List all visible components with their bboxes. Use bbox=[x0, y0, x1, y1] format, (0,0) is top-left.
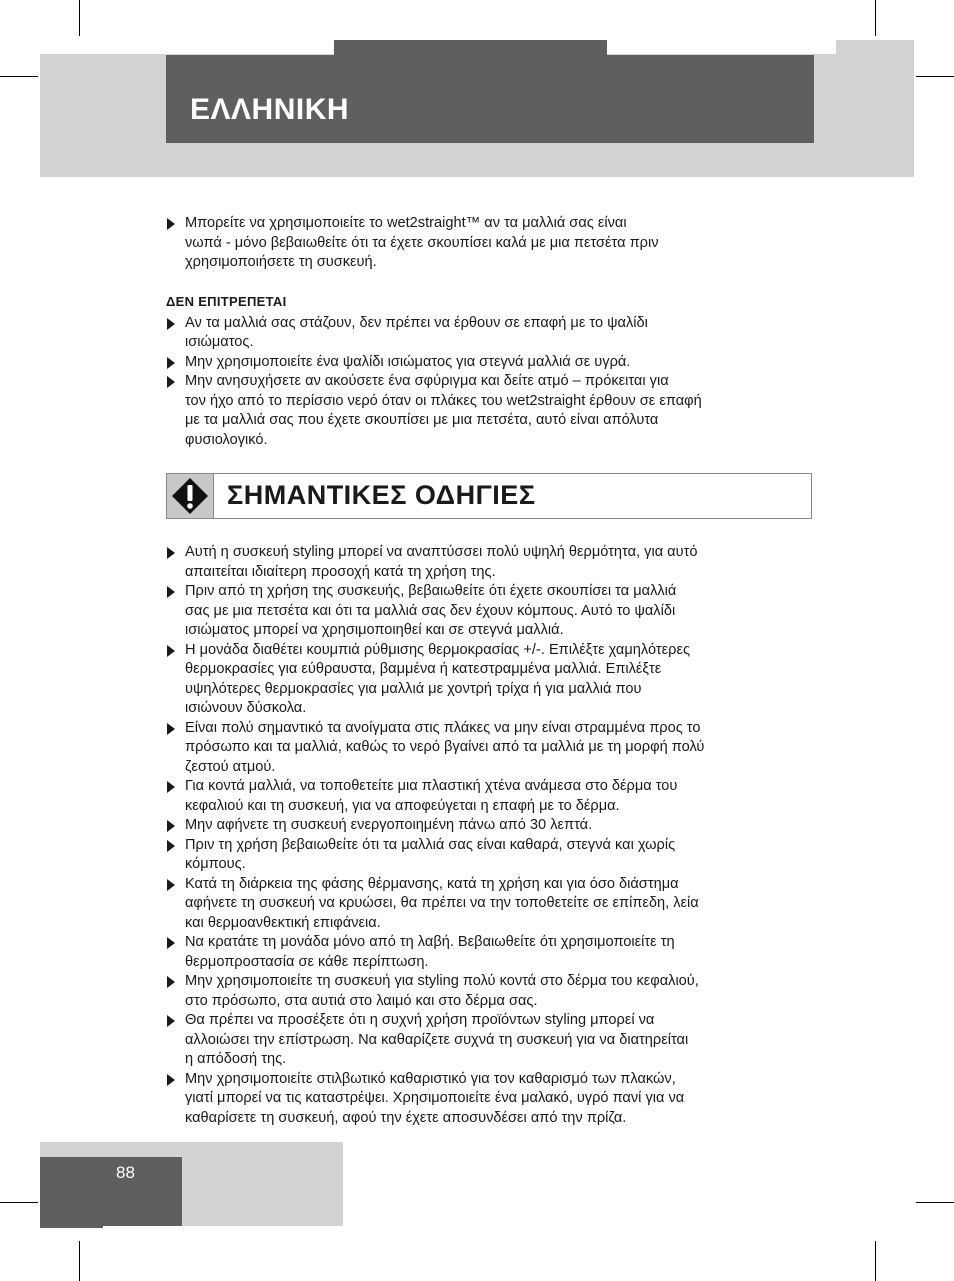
list-item bbox=[166, 372, 816, 450]
list-item-text: Αυτή η συσκευή styling μπορεί να αναπτύσσει πολύ υψηλή θερμότητα, για αυτό απαιτείται ιδιαίτερη προσοχή κατά τη χρήση της. bbox=[185, 544, 698, 580]
list-item-text: Μην αφήνετε τη συσκευή ενεργοποιημένη πάνω από 30 λεπτά. bbox=[185, 817, 593, 833]
list-item-text: Να κρατάτε τη μονάδα μόνο από τη λαβή. Βεβαιωθείτε ότι χρησιμοποιείτε τη θερμοπροστασία σε κάθε περίπτωση. bbox=[185, 934, 675, 970]
bullet-arrow-icon bbox=[167, 976, 175, 988]
page-title: ΕΛΛΗΝΙΚΗ bbox=[190, 93, 350, 126]
list-item bbox=[166, 1011, 816, 1070]
list-item bbox=[166, 972, 816, 1011]
dont-list bbox=[166, 314, 816, 451]
list-item bbox=[166, 353, 816, 373]
crop-mark bbox=[875, 0, 876, 36]
bullet-arrow-icon bbox=[167, 1074, 175, 1086]
bullet-arrow-icon bbox=[167, 723, 175, 735]
bullet-arrow-icon bbox=[167, 357, 175, 369]
crop-mark bbox=[0, 76, 38, 77]
list-item-text: Μην χρησιμοποιείτε τη συσκευή για styling πολύ κοντά στο δέρμα του κεφαλιού, στο πρόσωπο, στα αυτιά στο λαιμό και στο δέρμα σας. bbox=[185, 973, 699, 1009]
dont-section bbox=[166, 292, 816, 450]
list-item bbox=[166, 582, 816, 641]
bullet-arrow-icon bbox=[167, 376, 175, 388]
list-item bbox=[166, 875, 816, 934]
intro-section bbox=[166, 214, 816, 273]
crop-mark bbox=[875, 1241, 876, 1281]
list-item-text: Πριν τη χρήση βεβαιωθείτε ότι τα μαλλιά σας είναι καθαρά, στεγνά και χωρίς κόμπους. bbox=[185, 836, 676, 872]
crop-mark bbox=[79, 0, 80, 36]
list-item-text: Αν τα μαλλιά σας στάζουν, δεν πρέπει να έρθουν σε επαφή με το ψαλίδι ισιώματος. bbox=[185, 314, 648, 350]
warning-icon bbox=[171, 477, 209, 515]
bullet-arrow-icon bbox=[167, 218, 175, 230]
list-item-text: Για κοντά μαλλιά, να τοποθετείτε μια πλαστική χτένα ανάμεσα στο δέρμα του κεφαλιού και τη συσκευή, για να αποφεύγεται η επαφή με το δέρμα. bbox=[185, 778, 678, 814]
crop-mark bbox=[916, 76, 954, 77]
list-item bbox=[166, 836, 816, 875]
list-item bbox=[166, 214, 816, 273]
crop-mark bbox=[0, 1202, 38, 1203]
bullet-arrow-icon bbox=[167, 840, 175, 852]
list-item-text: Η μονάδα διαθέτει κουμπιά ρύθμισης θερμοκρασίας +/-. Επιλέξτε χαμηλότερες θερμοκρασίες για εύθραυστα, βαμμένα ή κατεστραμμένα μαλλιά. Επιλέξτε υψηλότερες θερμοκρασίες για μαλλιά με χοντρή τρίχα ή για μαλλιά που ισιώνουν δύσκολα. bbox=[185, 641, 690, 716]
footer-strip bbox=[40, 1222, 103, 1228]
bullet-arrow-icon bbox=[167, 586, 175, 598]
language-title-box bbox=[166, 55, 814, 143]
page-number: 88 bbox=[116, 1163, 135, 1182]
list-item-text: Πριν από τη χρήση της συσκευής, βεβαιωθείτε ότι έχετε σκουπίσει τα μαλλιά σας με μια πετσέτα και ότι τα μαλλιά σας δεν έχουν κόμπους. Αυτό το ψαλίδι ισιώματος μπορεί να χρησιμοποιηθεί και σε στεγνά μαλλιά. bbox=[185, 583, 677, 638]
list-item bbox=[166, 641, 816, 719]
important-title: ΣΗΜΑΝΤΙΚΕΣ ΟΔΗΓΙΕΣ bbox=[227, 480, 536, 510]
bullet-arrow-icon bbox=[167, 937, 175, 949]
list-item bbox=[166, 777, 816, 816]
bullet-arrow-icon bbox=[167, 820, 175, 832]
bullet-arrow-icon bbox=[167, 547, 175, 559]
list-item-text: Μπορείτε να χρησιμοποιείτε το wet2straight™ αν τα μαλλιά σας είναι νωπά - μόνο βεβαιωθείτε ότι τα έχετε σκουπίσει καλά με μια πετσέτα πριν χρησιμοποιήσετε τη συσκευή. bbox=[185, 215, 659, 270]
list-item bbox=[166, 543, 816, 582]
list-item-text: Θα πρέπει να προσέξετε ότι η συχνή χρήση προϊόντων styling μπορεί να αλλοιώσει την επίστρωση. Να καθαρίζετε συχνά τη συσκευή για να διατηρείται η απόδοσή της. bbox=[185, 1012, 689, 1067]
list-item bbox=[166, 933, 816, 972]
list-item bbox=[166, 719, 816, 778]
list-item-text: Μην χρησιμοποιείτε στιλβωτικό καθαριστικό για τον καθαρισμό των πλακών, γιατί μπορεί να τις καταστρέψει. Χρησιμοποιείτε ένα μαλακό, υγρό πανί για να καθαρίσετε τη συσκευή, αφού την έχετε αποσυνδέσει από την πρίζα. bbox=[185, 1070, 685, 1126]
dont-heading: ΔΕΝ ΕΠΙΤΡΕΠΕΤΑΙ bbox=[166, 294, 287, 309]
footer-page-box bbox=[40, 1157, 182, 1226]
bullet-arrow-icon bbox=[167, 781, 175, 793]
crop-mark bbox=[79, 1241, 80, 1281]
important-list bbox=[166, 543, 816, 1128]
list-item bbox=[166, 314, 816, 353]
bullet-arrow-icon bbox=[167, 318, 175, 330]
bullet-arrow-icon bbox=[167, 879, 175, 891]
list-item-text: Μην χρησιμοποιείτε ένα ψαλίδι ισιώματος για στεγνά μαλλιά σε υγρά. bbox=[185, 353, 631, 370]
list-item-text: Κατά τη διάρκεια της φάσης θέρμανσης, κατά τη χρήση και για όσο διάστημα αφήνετε τη συσκευή να κρυώσει, θα πρέπει να την τοποθετείτε σε επίπεδη, λεία και θερμοανθεκτική επιφάνεια. bbox=[185, 875, 699, 931]
header-band-corner bbox=[836, 40, 914, 60]
list-item bbox=[166, 816, 816, 836]
bullet-arrow-icon bbox=[167, 645, 175, 657]
important-section bbox=[166, 543, 816, 1128]
list-item bbox=[166, 1070, 816, 1129]
header-tab bbox=[334, 40, 607, 56]
intro-list bbox=[166, 214, 816, 273]
list-item-text: Μην ανησυχήσετε αν ακούσετε ένα σφύριγμα και δείτε ατμό – πρόκειται για τον ήχο από το περίσσιο νερό όταν οι πλάκες του wet2straight έρθουν σε επαφή με τα μαλλιά σας που έχετε σκουπίσει με μια πετσέτα, αυτό είναι απόλυτα φυσιολογικό. bbox=[185, 373, 702, 448]
bullet-arrow-icon bbox=[167, 1015, 175, 1027]
crop-mark bbox=[916, 1202, 954, 1203]
list-item-text: Είναι πολύ σημαντικό τα ανοίγματα στις πλάκες να μην είναι στραμμένα προς το πρόσωπο και τα μαλλιά, καθώς το νερό βγαίνει από τα μαλλιά με τη μορφή πολύ ζεστού ατμού. bbox=[185, 719, 705, 775]
warning-icon-cell bbox=[167, 474, 214, 518]
important-banner bbox=[166, 473, 812, 519]
